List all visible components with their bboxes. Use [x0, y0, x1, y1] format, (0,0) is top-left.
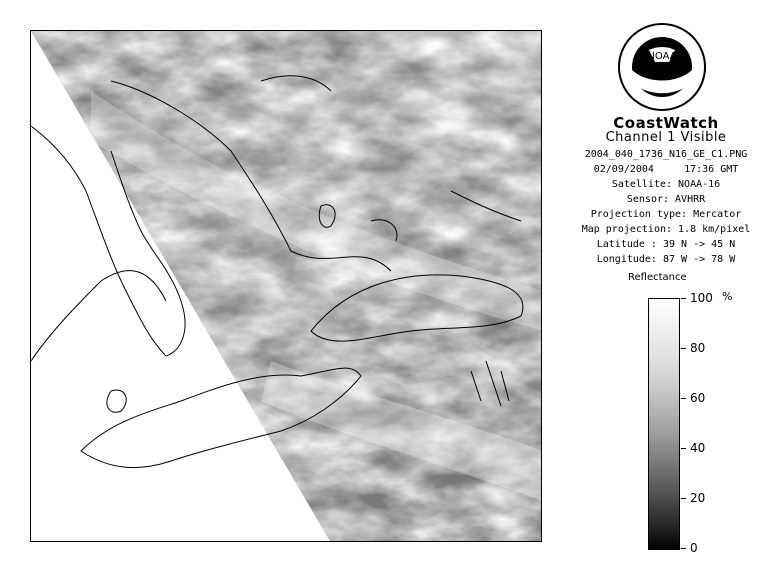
colorbar-tick-label: 40: [690, 441, 706, 455]
colorbar-tick-label: 100: [690, 291, 713, 305]
latitude-label: Latitude : 39 N -> 45 N: [596, 239, 736, 250]
channel-subtitle: Channel 1 Visible: [605, 130, 727, 145]
satellite-label: Satellite: NOAA-16: [611, 179, 721, 190]
projection-type-label: Projection type: Mercator: [590, 209, 742, 220]
date-value: 02/09/2004: [593, 164, 654, 175]
longitude-label: Longitude: 87 W -> 78 W: [596, 254, 736, 265]
datetime-label: [560, 162, 772, 177]
logo-text: NOAA: [647, 51, 677, 62]
metadata-block: [560, 147, 772, 267]
satellite-image-panel: [30, 30, 542, 542]
colorbar-title: Reflectance: [628, 272, 687, 283]
sensor-label: Sensor: AVHRR: [626, 194, 706, 205]
colorbar-tick: [681, 348, 686, 349]
reflectance-colorbar: [648, 298, 680, 550]
filename-label: 2004_040_1736_N16_GE_C1.PNG: [584, 149, 748, 160]
colorbar-tick: [681, 298, 686, 299]
product-title: CoastWatch: [613, 114, 719, 132]
colorbar-unit: %: [722, 290, 733, 303]
colorbar-tick: [681, 448, 686, 449]
time-value: 17:36 GMT: [684, 164, 739, 175]
colorbar-tick: [681, 548, 686, 549]
noaa-logo-icon: [617, 22, 707, 112]
map-projection-label: Map projection: 1.8 km/pixel: [581, 224, 751, 235]
colorbar-tick-label: 0: [690, 541, 698, 555]
colorbar-tick-label: 80: [690, 341, 706, 355]
satellite-image: [31, 31, 542, 542]
colorbar-tick-label: 20: [690, 491, 706, 505]
colorbar-tick-label: 60: [690, 391, 706, 405]
colorbar-tick: [681, 398, 686, 399]
colorbar-tick: [681, 498, 686, 499]
noaa-logo: [617, 22, 707, 112]
